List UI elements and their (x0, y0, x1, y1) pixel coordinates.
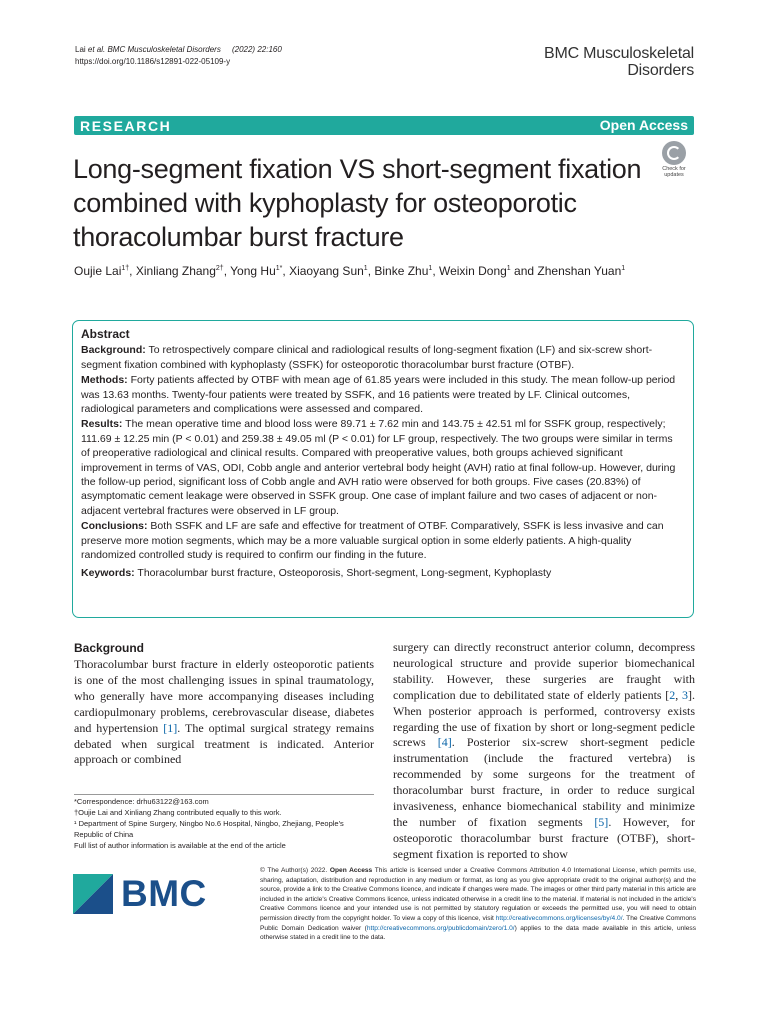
author-name: Xinliang Zhang (135, 264, 216, 278)
author-name: Weixin Dong (438, 264, 507, 278)
abstract-conclusions (81, 519, 683, 562)
citation-journal: et al. BMC Musculoskeletal Disorders (87, 45, 221, 54)
license-body: ) applies to the data made available in this article, unless otherwise stated in a credit line to the data. (260, 924, 696, 942)
body-paragraph (393, 640, 695, 863)
author-affiliation-marker: 1 (621, 265, 626, 272)
footnote-divider (74, 794, 374, 795)
citation-link[interactable]: [4] (437, 735, 452, 750)
license-link-cc0[interactable]: http://creativecommons.org/publicdomain/zero/1.0/ (366, 924, 515, 932)
abstract-section-text: Thoracolumbar burst fracture, Osteoporosis, Short-segment, Long-segment, Kyphoplasty (134, 566, 552, 579)
author-separator: , (129, 264, 136, 278)
license-open-access: Open Access (329, 867, 373, 874)
license-body: This article is licensed under a Creative Commons Attribution 4.0 International License, which permits use, sharing, adaptation, distribution and reproduction in any medium or format, as long as you give appropriate credit to the original author(s) and the source, provide a link to the Creative Commons licence, and indicate if changes were made. The images or other third party material in this article are included in the article's Creative Commons licence, unless indicated otherwise in a credit line to the material. If material is not included in the article's Creative Commons licence and your intended use is not permitted by statutory regulation or exceeds the permitted use, you will need to obtain permission directly from the copyright holder. To view a copy of this licence, visit (260, 867, 696, 922)
abstract-section-label: Methods: (81, 374, 128, 387)
citation-authors: Lai (75, 45, 88, 54)
correspondence-note: *Correspondence: drhu63122@163.com (74, 797, 209, 806)
author-affiliation-marker: 1† (121, 265, 130, 272)
abstract-section-text: To retrospectively compare clinical and radiological results of long-segment fixation (LF) and six-screw short-segment fixation combined with kyphoplasty (SSFK) for osteoporotic thoracolumbar burst fracture (OTBF). (81, 344, 653, 371)
bmc-logo-icon (73, 874, 113, 914)
author-affiliation-marker: 1* (275, 265, 283, 272)
article-type-label: RESEARCH (80, 118, 172, 134)
abstract-section-label: Background: (81, 344, 146, 357)
author-name: Zhenshan Yuan (537, 264, 622, 278)
abstract-background (81, 343, 683, 372)
author-separator: , (432, 264, 439, 278)
journal-name (544, 45, 694, 79)
journal-name-line1: BMC Musculoskeletal (543, 45, 694, 62)
author-affiliation-marker: 1 (428, 265, 433, 272)
author-separator: , (367, 264, 375, 278)
author-name: Yong Hu (230, 264, 276, 278)
body-text: , (675, 687, 682, 702)
section-heading: Background (74, 641, 145, 655)
author-affiliation-marker: 1 (506, 265, 511, 272)
citation-link[interactable]: [5] (594, 814, 609, 829)
body-text: . However, for osteoporotic thoracolumbar burst fracture (OTBF), short-segment fixation is reported to show (393, 814, 696, 861)
license-body: . The Creative Commons Public Domain Dedication waiver ( (260, 914, 696, 932)
journal-name-line2: Disorders (627, 62, 694, 79)
body-text: surgery can directly reconstruct anterior column, decompress neurological structure and provide superior biomechanical stability. However, these surgeries are fraught with complication due to debilitated state of elderly patients [ (393, 640, 695, 702)
author-separator: , (282, 264, 290, 278)
author-name: Xiaoyang Sun (289, 264, 364, 278)
author-separator: , (223, 264, 231, 278)
body-column-right (393, 640, 695, 863)
abstract-section-text: The mean operative time and blood loss were 89.71 ± 7.62 min and 143.75 ± 42.51 ml for SSFK group, respectively; 111.69 ± 12.25 min (P < 0.01) and 259.38 ± 49.05 ml (P < 0.01) for LF group, respectively. The two groups were similar in terms of preoperative radiological and clinical results. Compared with preoperative values, both groups achieved significant improvement in terms of VAS, ODI, Cobb angle and anterior vertebral body height (AVH) ratio at final follow-up. However, during the follow-up period, significant loss of Cobb angle and AVH ratio were observed for both groups. Five cases (20.83%) of asymptomatic cement leakage were observed in SSFK group. One case of implant failure and two cases of adjacent or non-adjacent vertebral fractures were observed in LF group. (81, 418, 676, 517)
equal-contribution-note: †Oujie Lai and Xinliang Zhang contributed equally to this work. (74, 808, 282, 817)
license-link-cc-by[interactable]: http://creativecommons.org/licenses/by/4.0/ (495, 914, 623, 922)
abstract-results (81, 417, 683, 518)
body-text: . Posterior six-screw short-segment pedicle instrumentation (include the fractured vertebra) is recommended by some surgeons for the treatment of thoracolumbar burst fracture, in order to reduce surgical invasiveness, enhance biomechanical stability and minimize the number of fixation segments (393, 735, 695, 829)
citation-link[interactable]: [1] (163, 720, 178, 735)
article-title: Long-segment fixation VS short-segment fixation combined with kyphoplasty for osteoporotic thoracolumbar burst fracture (73, 154, 642, 252)
author-affiliation-marker: 2† (215, 265, 224, 272)
license-copyright: © The Author(s) 2022. (260, 867, 330, 874)
license-text (260, 866, 696, 943)
abstract-section-label: Conclusions: (81, 520, 148, 533)
abstract-section-text: Both SSFK and LF are safe and effective for treatment of OTBF. Comparatively, SSFK is less invasive and can preserve more motion segments, which may be a more valuable surgical option in some elderly patients. A high-quality randomized controlled study is required to confirm our finding in the future. (81, 520, 664, 562)
author-name: Oujie Lai (74, 264, 122, 278)
citation-year: (2022) 22:160 (231, 45, 282, 54)
body-column-left (74, 640, 374, 768)
abstract-section-label: Keywords: (81, 566, 135, 579)
affiliation-note: ¹ Department of Spine Surgery, Ningbo No.6 Hospital, Ningbo, Zhejiang, People's Republic of China (74, 819, 344, 839)
citation-line (75, 44, 282, 56)
abstract-section-label: Results: (81, 418, 123, 431)
footnotes (74, 796, 374, 851)
body-paragraph (74, 657, 374, 768)
article-type-band (74, 116, 694, 135)
open-access-label: Open Access (599, 117, 688, 133)
bmc-logo-text: BMC (121, 873, 207, 914)
check-updates-line1: Check for (662, 166, 686, 172)
abstract (81, 327, 683, 581)
citation-link[interactable]: 3 (682, 687, 688, 702)
body-text: . The optimal surgical strategy remains debated when surgical treatment is indicated. Anterior approach or combined (74, 720, 375, 767)
check-updates-line2: updates (664, 172, 684, 178)
citation-header (75, 44, 282, 68)
author-list (74, 263, 625, 279)
author-affiliation-marker: 1 (363, 265, 368, 272)
author-name: Binke Zhu (374, 264, 429, 278)
body-text: ]. When posterior approach is performed, controversy exists regarding the use of fixation by short or long-segment pedicle screws (393, 687, 695, 750)
abstract-section-text: Forty patients affected by OTBF with mean age of 61.85 years were included in this study. The mean follow-up period was 13.63 months. Twenty-four patients were treated by SSFK, and 16 patients were treated by LF. Clinical outcomes, radiological parameters and complications were assessed and compared. (81, 374, 676, 416)
abstract-keywords (81, 566, 683, 580)
doi-link[interactable]: https://doi.org/10.1186/s12891-022-05109-y (75, 57, 231, 66)
bmc-logo (73, 874, 213, 914)
citation-link[interactable]: 2 (669, 687, 676, 702)
abstract-methods (81, 373, 683, 416)
author-separator: and (510, 264, 538, 278)
author-info-note: Full list of author information is available at the end of the article (74, 841, 286, 850)
body-text: Thoracolumbar burst fracture in elderly osteoporotic patients is one of the most challenging issues in spinal traumatology, who generally have more accompanying diseases including cardiopulmonary problems, cerebrovascular disease, diabetes and hypertension (74, 657, 374, 735)
abstract-heading: Abstract (81, 327, 130, 341)
